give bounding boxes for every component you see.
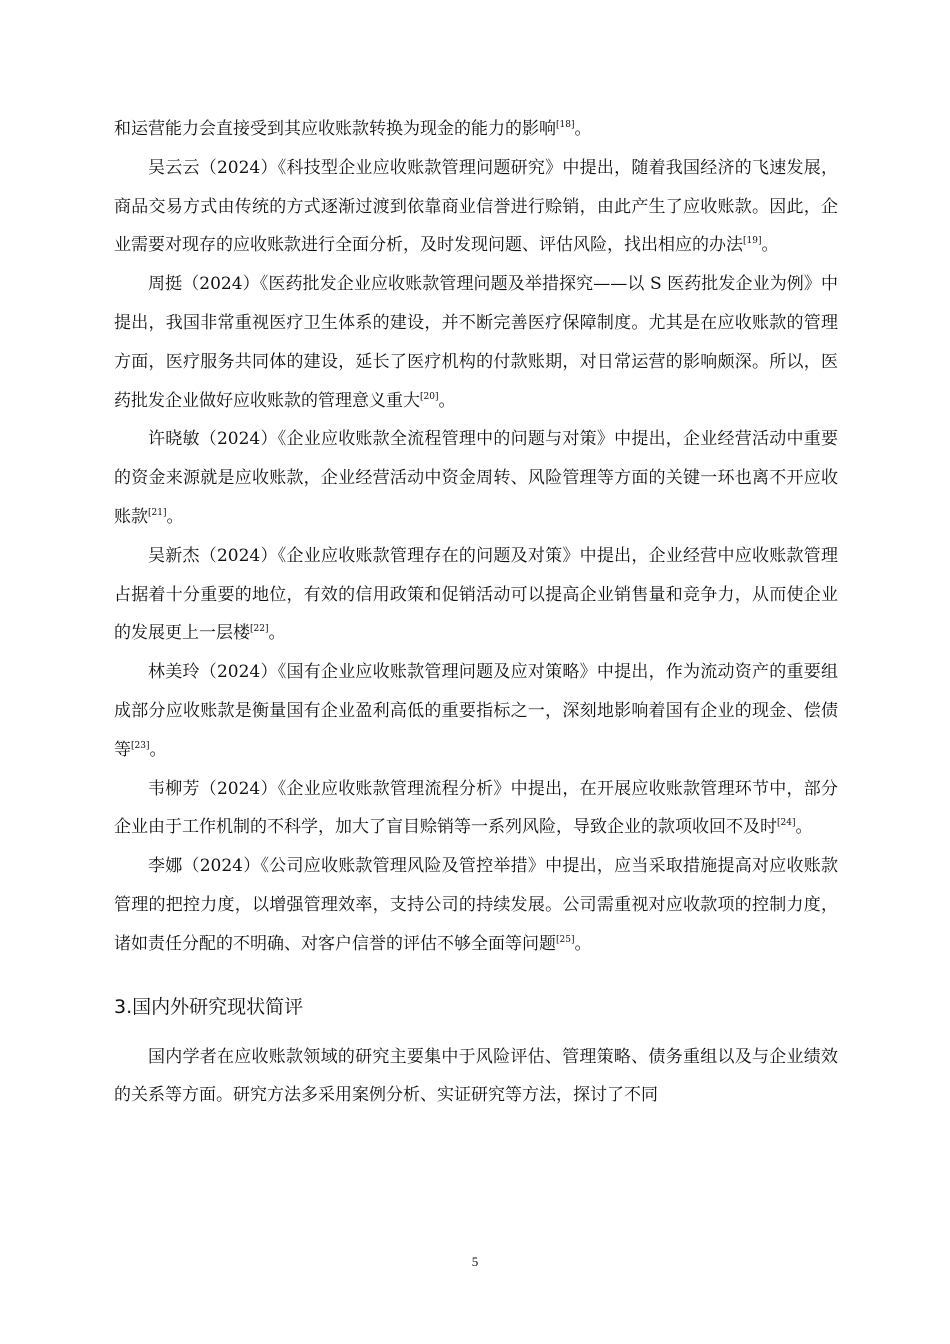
paragraph (114, 770, 838, 848)
paragraph-text: 和运营能力会直接受到其应收账款转换为现金的能力的影响 (114, 119, 556, 139)
paragraph-text: 许晓敏（2024）《企业应收账款全流程管理中的问题与对策》中提出，企业经营活动中重要的资金来源就是应收账款，企业经营活动中资金周转、风险管理等方面的关键一环也离不开应收账款 (114, 429, 838, 527)
citation-ref: [24] (777, 818, 796, 829)
paragraph-end: 。 (166, 506, 184, 527)
citation-ref: [18] (556, 120, 575, 130)
citation-ref: [25] (556, 934, 575, 945)
paragraph-text: 周挺（2024）《医药批发企业应收账款管理问题及举措探究——以 S 医药批发企业为例》中提出，我国非常重视医疗卫生体系的建设，并不断完善医疗保障制度。尤其是在应收账款的管理方面，医疗服务共同体的建设，延长了医疗机构的付款账期，对日常运营的影响颇深。所以，医药批发企业做好应收账款的管理意义重大 (114, 274, 838, 411)
paragraph-end: 。 (574, 119, 592, 139)
paragraph-text: 林美玲（2024）《国有企业应收账款管理问题及应对策略》中提出，作为流动资产的重要组成部分应收账款是衡量国有企业盈利高低的重要指标之一，深刻地影响着国有企业的现金、偿债等 (114, 662, 838, 760)
paragraph-end: 。 (574, 933, 592, 954)
paragraph-text: 吴云云（2024）《科技型企业应收账款管理问题研究》中提出，随着我国经济的飞速发展，商品交易方式由传统的方式逐渐过渡到依靠商业信誉进行赊销，由此产生了应收账款。因此，企业需要对现存的应收账款进行全面分析，及时发现问题、评估风险，找出相应的办法 (114, 157, 838, 256)
paragraph-end: 。 (149, 739, 167, 760)
paragraph (114, 149, 838, 265)
citation-ref: [20] (420, 391, 439, 402)
paragraph (114, 420, 838, 536)
body-text (114, 110, 838, 1115)
citation-ref: [19] (743, 236, 762, 247)
paragraph-text: 韦柳芳（2024）《企业应收账款管理流程分析》中提出，在开展应收账款管理环节中，部分企业由于工作机制的不科学，加大了盲目赊销等一系列风险，导致企业的款项收回不及时 (114, 778, 838, 838)
paragraph-end: 。 (268, 623, 286, 644)
paragraph-end: 。 (438, 390, 456, 411)
page-number: 5 (471, 1254, 479, 1269)
citation-ref: [21] (148, 507, 167, 518)
paragraph (114, 265, 838, 420)
citation-ref: [23] (131, 740, 150, 751)
citation-ref: [22] (250, 624, 269, 635)
paragraph-end: 。 (795, 817, 813, 838)
section-heading: 3.国内外研究现状简评 (114, 995, 304, 1018)
section-paragraph: 国内学者在应收账款领域的研究主要集中于风险评估、管理策略、债务重组以及与企业绩效的关系等方面。研究方法多采用案例分析、实证研究等方法，探讨了不同 (114, 1046, 838, 1106)
paragraph-text: 吴新杰（2024）《企业应收账款管理存在的问题及对策》中提出，企业经营中应收账款管理占据着十分重要的地位，有效的信用政策和促销活动可以提高企业销售量和竞争力，从而使企业的发展更上一层楼 (114, 545, 838, 644)
paragraph-text: 李娜（2024）《公司应收账款管理风险及管控举措》中提出，应当采取措施提高对应收账款管理的把控力度，以增强管理效率，支持公司的持续发展。公司需重视对应收款项的控制力度，诸如责任分配的不明确、对客户信誉的评估不够全面等问题 (114, 856, 838, 954)
paragraph (114, 847, 838, 963)
paragraph (114, 537, 838, 653)
paragraph (114, 110, 838, 149)
paragraph (114, 653, 838, 769)
paragraph-end: 。 (761, 235, 779, 256)
